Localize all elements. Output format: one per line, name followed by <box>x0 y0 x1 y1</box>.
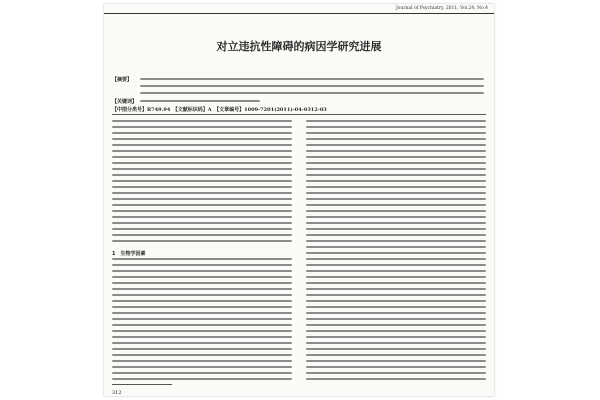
text-line-placeholder <box>112 120 292 122</box>
text-line-placeholder <box>112 240 292 242</box>
text-line-placeholder <box>306 216 486 218</box>
text-line-placeholder <box>112 294 292 296</box>
article-title: 对立违抗性障碍的病因学研究进展 <box>216 40 382 53</box>
text-line-placeholder <box>112 366 292 368</box>
text-line-placeholder <box>112 324 292 326</box>
text-line-placeholder <box>306 288 486 290</box>
text-line-placeholder <box>306 372 486 374</box>
text-line-placeholder <box>306 330 486 332</box>
text-line-placeholder <box>306 246 486 248</box>
text-line-placeholder <box>306 186 486 188</box>
section-heading: 1 生物学因素 <box>112 251 146 257</box>
text-line-placeholder <box>306 168 486 170</box>
text-line-placeholder <box>306 240 486 242</box>
text-line-placeholder <box>112 330 292 332</box>
text-line-placeholder <box>112 360 292 362</box>
text-line-placeholder <box>306 258 486 260</box>
text-line-placeholder <box>306 336 486 338</box>
journal-page <box>104 4 494 396</box>
text-line-placeholder <box>112 312 292 314</box>
text-line-placeholder <box>306 210 486 212</box>
text-line-placeholder <box>306 276 486 278</box>
text-line-placeholder <box>306 180 486 182</box>
text-line-placeholder <box>112 192 292 194</box>
text-line-placeholder <box>112 372 292 374</box>
text-line-placeholder <box>112 126 292 128</box>
text-line-placeholder <box>306 318 486 320</box>
text-line-placeholder <box>306 234 486 236</box>
text-line-placeholder <box>112 264 292 266</box>
text-line-placeholder <box>112 132 292 134</box>
text-line-placeholder <box>306 270 486 272</box>
text-line-placeholder <box>306 174 486 176</box>
text-line-placeholder <box>112 300 292 302</box>
text-line-placeholder <box>112 216 292 218</box>
text-line-placeholder <box>112 342 292 344</box>
text-line-placeholder <box>306 378 486 380</box>
text-line-placeholder <box>112 276 292 278</box>
text-line-placeholder <box>112 204 292 206</box>
text-line-placeholder <box>112 174 292 176</box>
text-line-placeholder <box>306 120 486 122</box>
text-line-placeholder <box>112 378 292 380</box>
text-line-placeholder <box>306 360 486 362</box>
text-line-placeholder <box>306 324 486 326</box>
text-line-placeholder <box>306 132 486 134</box>
text-line-placeholder <box>306 198 486 200</box>
footnote-rule <box>112 384 172 385</box>
text-line-placeholder <box>112 258 292 260</box>
text-line-placeholder <box>306 126 486 128</box>
text-line-placeholder <box>306 306 486 308</box>
text-line-placeholder <box>112 336 292 338</box>
page-number: 312 <box>112 390 122 396</box>
text-line-placeholder <box>140 85 484 87</box>
text-line-placeholder <box>140 92 484 94</box>
text-line-placeholder <box>306 300 486 302</box>
text-line-placeholder <box>306 192 486 194</box>
text-line-placeholder <box>112 234 292 236</box>
text-line-placeholder <box>112 198 292 200</box>
text-line-placeholder <box>112 306 292 308</box>
text-line-placeholder <box>112 138 292 140</box>
text-line-placeholder <box>306 264 486 266</box>
text-line-placeholder <box>112 144 292 146</box>
text-line-placeholder <box>306 222 486 224</box>
text-line-placeholder <box>112 150 292 152</box>
text-line-placeholder <box>306 204 486 206</box>
text-line-placeholder <box>112 168 292 170</box>
text-line-placeholder <box>306 156 486 158</box>
text-line-placeholder <box>112 180 292 182</box>
text-line-placeholder <box>306 354 486 356</box>
classification-line: 【中图分类号】R749.94 【文献标识码】A 【文章编号】1009-7201(2011)-04-0312-03 <box>112 107 327 113</box>
text-line-placeholder <box>112 270 292 272</box>
text-line-placeholder <box>112 348 292 350</box>
text-line-placeholder <box>306 150 486 152</box>
text-line-placeholder <box>112 210 292 212</box>
text-line-placeholder <box>112 222 292 224</box>
running-head: Journal of Psychiatry, 2011, Vol.24, No.4 <box>395 6 488 11</box>
text-line-placeholder <box>112 156 292 158</box>
text-line-placeholder <box>306 348 486 350</box>
text-line-placeholder <box>112 186 292 188</box>
keywords-label: 【关键词】 <box>112 99 138 105</box>
text-line-placeholder <box>306 282 486 284</box>
text-line-placeholder <box>306 162 486 164</box>
text-line-placeholder <box>112 282 292 284</box>
text-line-placeholder <box>306 294 486 296</box>
text-line-placeholder <box>140 100 260 102</box>
text-line-placeholder <box>112 318 292 320</box>
text-line-placeholder <box>112 228 292 230</box>
body-text <box>104 4 494 396</box>
text-line-placeholder <box>112 354 292 356</box>
text-line-placeholder <box>140 78 484 80</box>
text-line-placeholder <box>306 342 486 344</box>
text-line-placeholder <box>306 366 486 368</box>
text-line-placeholder <box>112 288 292 290</box>
abstract-label: 【摘要】 <box>112 77 133 83</box>
text-line-placeholder <box>112 162 292 164</box>
text-line-placeholder <box>306 144 486 146</box>
text-line-placeholder <box>306 228 486 230</box>
text-line-placeholder <box>306 138 486 140</box>
text-line-placeholder <box>306 252 486 254</box>
text-line-placeholder <box>306 312 486 314</box>
